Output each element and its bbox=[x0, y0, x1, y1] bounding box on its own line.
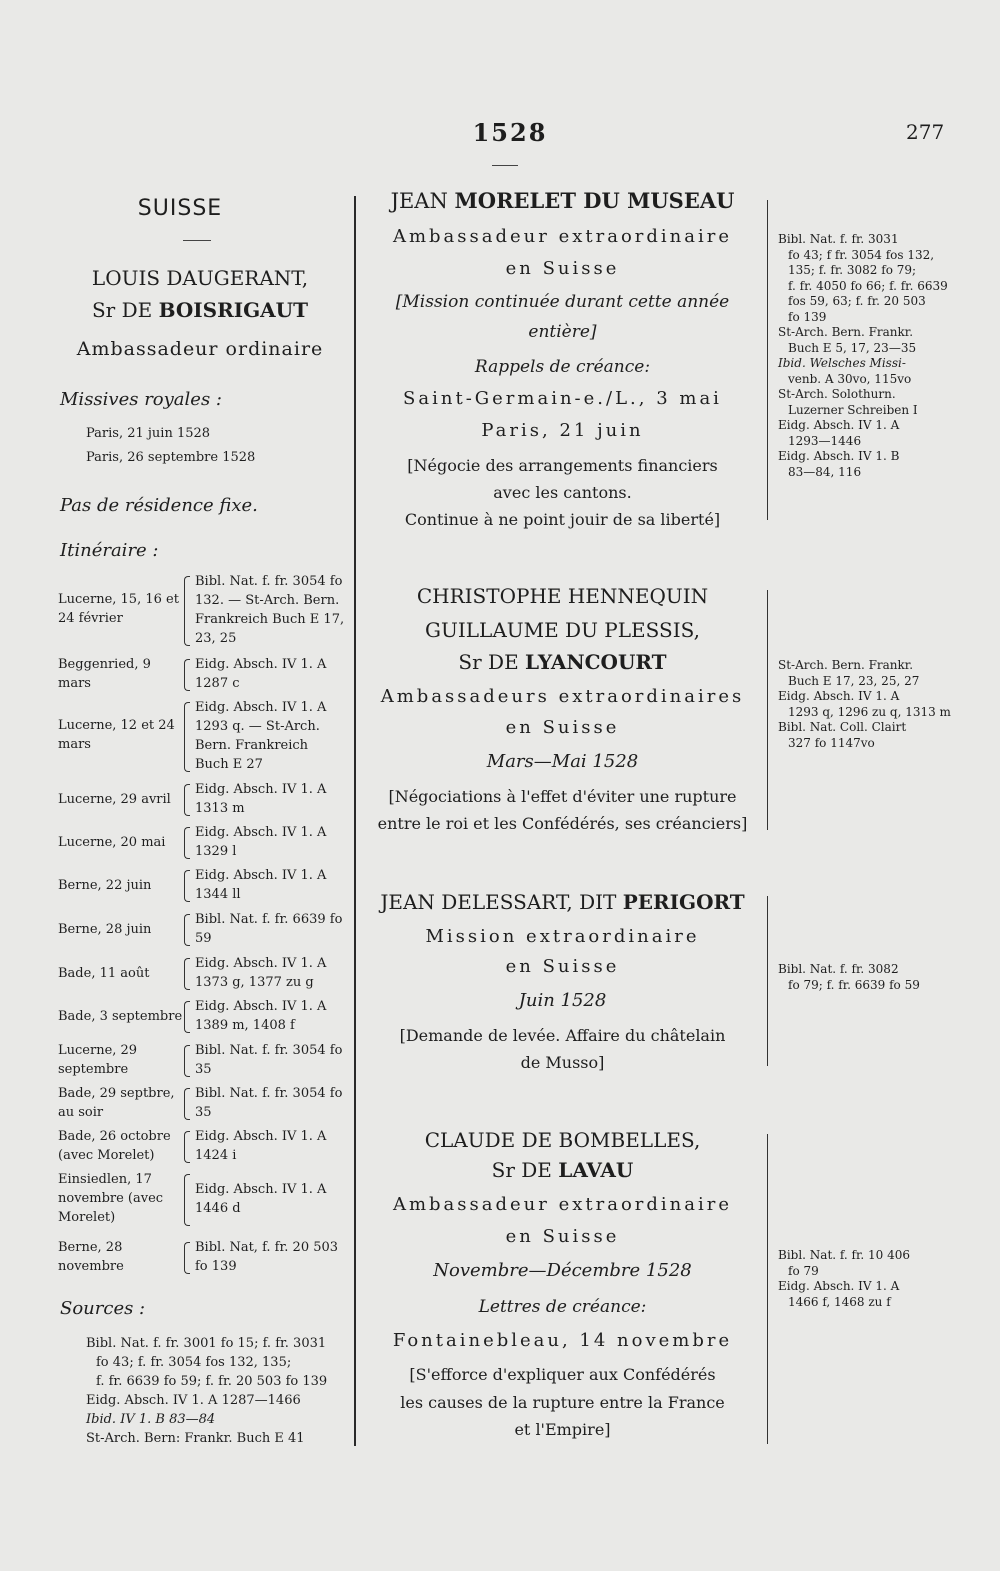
itinerary-row bbox=[58, 954, 348, 992]
entry-lavau-refs bbox=[778, 1248, 954, 1310]
ref-line: 1466 f, 1468 zu f bbox=[788, 1294, 891, 1309]
ref-line: Bibl. Nat. f. fr. 3082 bbox=[778, 962, 899, 976]
year-heading: 1528 bbox=[472, 118, 548, 147]
itinerary-ref: Eidg. Absch. IV 1. A 1313 m bbox=[195, 782, 327, 816]
entry-lavau-dates: Novembre—Décembre 1528 bbox=[433, 1260, 692, 1281]
entry-lavau-name-2 bbox=[360, 1158, 765, 1182]
ref-line: Eidg. Absch. IV 1. A bbox=[778, 689, 900, 703]
name-bold: MORELET DU MUSEAU bbox=[454, 188, 735, 213]
entry-hennequin-note-2: entre le roi et les Confédérés, ses créanciers] bbox=[377, 814, 748, 833]
ambassador-name-line2 bbox=[60, 298, 340, 322]
ref-line: 1293 q, 1296 zu q, 1313 m bbox=[788, 704, 951, 719]
year-rule bbox=[492, 165, 518, 166]
sources-line: f. fr. 6639 fo 59; f. fr. 20 503 fo 139 bbox=[96, 1374, 328, 1389]
missive-2: Paris, 26 septembre 1528 bbox=[86, 450, 256, 465]
itinerary-heading: Itinéraire : bbox=[60, 540, 159, 561]
ref-line: 83—84, 116 bbox=[788, 464, 862, 479]
entry-morelet-refs bbox=[778, 232, 954, 480]
itinerary-row bbox=[58, 780, 348, 818]
name-prefix: Sr DE bbox=[458, 650, 519, 674]
ref-line: fo 139 bbox=[788, 309, 827, 324]
entry-morelet-bracket bbox=[767, 200, 768, 520]
ref-line: Eidg. Absch. IV 1. A bbox=[778, 418, 900, 432]
itinerary-ref: Eidg. Absch. IV 1. A 1424 i bbox=[195, 1129, 327, 1163]
ref-line: Bibl. Nat. f. fr. 10 406 bbox=[778, 1248, 911, 1262]
entry-morelet-note-1: [Négocie des arrangements financiers bbox=[407, 456, 718, 475]
ref-line: 1293—1446 bbox=[788, 433, 862, 448]
sources-line: fo 43; f. fr. 3054 fos 132, 135; bbox=[96, 1355, 292, 1370]
entry-hennequin-name-2: GUILLAUME DU PLESSIS, bbox=[425, 618, 700, 642]
missive-1: Paris, 21 juin 1528 bbox=[86, 426, 211, 441]
entry-hennequin-dates: Mars—Mai 1528 bbox=[486, 751, 639, 772]
itinerary-row bbox=[58, 823, 348, 861]
ref-line: 135; f. fr. 3082 fo 79; bbox=[788, 263, 917, 277]
itinerary-row bbox=[58, 910, 348, 948]
itinerary-place: Lucerne, 12 et 24 mars bbox=[58, 718, 175, 752]
entry-lavau-name-1: CLAUDE DE BOMBELLES, bbox=[424, 1128, 701, 1152]
ambassador-role: Ambassadeur ordinaire bbox=[76, 338, 324, 360]
ref-line: Luzerner Schreiben I bbox=[788, 402, 918, 417]
entry-lavau-note-1: [S'efforce d'expliquer aux Confédérés bbox=[409, 1365, 716, 1384]
entry-morelet-note-2: avec les cantons. bbox=[493, 483, 632, 502]
entry-perigort-dates: Juin 1528 bbox=[518, 990, 607, 1011]
entry-lavau-note-3: et l'Empire] bbox=[514, 1420, 611, 1439]
itinerary-row bbox=[58, 655, 348, 693]
itinerary-place: Bade, 29 septbre, au soir bbox=[58, 1086, 175, 1120]
title-prefix: Sr DE bbox=[91, 298, 153, 322]
itinerary-place: Lucerne, 29 avril bbox=[58, 792, 171, 807]
ref-line: fos 59, 63; f. fr. 20 503 bbox=[788, 294, 926, 308]
ref-line: Bibl. Nat. f. fr. 3031 bbox=[778, 232, 899, 246]
entry-morelet-mission-2: entière] bbox=[528, 322, 597, 342]
ref-line: St-Arch. Solothurn. bbox=[778, 387, 896, 401]
entry-morelet-role: Ambassadeur extraordinaire bbox=[392, 226, 733, 247]
entry-morelet-mission: [Mission continuée durant cette année bbox=[395, 292, 730, 312]
page-number: 277 bbox=[906, 120, 945, 144]
ref-line: Bibl. Nat. Coll. Clairt bbox=[778, 720, 907, 734]
itinerary-place: Berne, 28 novembre bbox=[58, 1240, 124, 1274]
entry-morelet-date-2: Paris, 21 juin bbox=[481, 420, 644, 441]
itinerary-ref: Eidg. Absch. IV 1. A 1344 ll bbox=[195, 868, 327, 902]
sources-heading: Sources : bbox=[60, 1298, 146, 1319]
itinerary-place: Bade, 11 août bbox=[58, 966, 150, 981]
itinerary-ref: Eidg. Absch. IV 1. A 1287 c bbox=[195, 657, 327, 691]
itinerary-brace bbox=[184, 784, 190, 816]
itinerary-ref: Eidg. Absch. IV 1. A 1293 q. — St-Arch. Bern. Frankreich Buch E 27 bbox=[195, 700, 327, 772]
entry-hennequin-refs bbox=[778, 658, 954, 751]
entry-hennequin-name-3 bbox=[360, 650, 765, 674]
itinerary-brace bbox=[184, 1131, 190, 1163]
itinerary-ref: Bibl. Nat. f. fr. 3054 fo 132. — St-Arch. Bern. Frankreich Buch E 17, 23, 25 bbox=[195, 574, 345, 646]
name-bold: PERIGORT bbox=[622, 890, 745, 914]
entry-lavau-lettres: Lettres de créance: bbox=[478, 1297, 647, 1317]
itinerary-place: Bade, 26 octobre (avec Morelet) bbox=[58, 1129, 171, 1163]
entry-morelet-note-3: Continue à ne point jouir de sa liberté] bbox=[404, 510, 721, 529]
country-rule bbox=[183, 240, 211, 241]
ref-line: fo 79 bbox=[788, 1263, 819, 1278]
entry-hennequin-name-1: CHRISTOPHE HENNEQUIN bbox=[416, 584, 709, 608]
itinerary-row bbox=[58, 866, 348, 904]
sources-line: St-Arch. Bern: Frankr. Buch E 41 bbox=[86, 1431, 305, 1446]
ref-line: fo 79; f. fr. 6639 fo 59 bbox=[788, 977, 920, 992]
ref-line: St-Arch. Bern. Frankr. bbox=[778, 658, 914, 672]
itinerary-place: Einsiedlen, 17 novembre (avec Morelet) bbox=[58, 1172, 164, 1225]
itinerary-brace bbox=[184, 659, 190, 691]
entry-perigort-bracket bbox=[767, 896, 768, 1066]
itinerary-brace bbox=[184, 870, 190, 902]
itinerary-brace bbox=[184, 958, 190, 990]
itinerary-brace bbox=[184, 1088, 190, 1120]
entry-morelet-rappels: Rappels de créance: bbox=[474, 357, 651, 377]
ref-line: Ibid. Welsches Missi- bbox=[778, 356, 906, 370]
entry-lavau-date-2: Fontainebleau, 14 novembre bbox=[392, 1330, 733, 1351]
itinerary-row bbox=[58, 1041, 348, 1079]
itinerary-brace bbox=[184, 1045, 190, 1077]
itinerary-ref: Bibl. Nat. f. fr. 6639 fo 59 bbox=[195, 912, 343, 946]
name-prefix: JEAN bbox=[390, 189, 448, 213]
ref-line: St-Arch. Bern. Frankr. bbox=[778, 325, 914, 339]
name-bold: LYANCOURT bbox=[525, 650, 667, 674]
itinerary-row bbox=[58, 1238, 348, 1276]
itinerary-brace bbox=[184, 914, 190, 946]
entry-perigort-place: en Suisse bbox=[505, 956, 620, 977]
itinerary-ref: Bibl. Nat. f. fr. 3054 fo 35 bbox=[195, 1086, 343, 1120]
ref-line: f. fr. 4050 fo 66; f. fr. 6639 bbox=[788, 278, 948, 293]
itinerary-place: Lucerne, 20 mai bbox=[58, 835, 166, 850]
ref-line: venb. A 30vo, 115vo bbox=[788, 371, 912, 386]
itinerary-brace bbox=[184, 1242, 190, 1274]
column-divider bbox=[354, 196, 356, 1446]
entry-lavau-note-2: les causes de la rupture entre la France bbox=[400, 1393, 725, 1412]
itinerary-row bbox=[58, 572, 348, 647]
ref-line: 327 fo 1147vo bbox=[788, 735, 875, 750]
itinerary-row bbox=[58, 1170, 348, 1228]
itinerary-brace bbox=[184, 702, 190, 772]
entry-morelet-name bbox=[360, 188, 765, 213]
entry-morelet-date-1: Saint-Germain-e./L., 3 mai bbox=[403, 388, 722, 409]
ref-line: fo 43; f fr. 3054 fos 132, bbox=[788, 247, 935, 262]
itinerary-brace bbox=[184, 576, 190, 646]
entry-perigort-refs bbox=[778, 962, 954, 993]
ref-line: Buch E 5, 17, 23—35 bbox=[788, 340, 917, 355]
name-bold: LAVAU bbox=[558, 1158, 634, 1182]
itinerary-ref: Bibl. Nat, f. fr. 20 503 fo 139 bbox=[195, 1240, 339, 1274]
missives-heading: Missives royales : bbox=[60, 389, 222, 410]
entry-perigort-note-2: de Musso] bbox=[520, 1053, 605, 1072]
name-prefix: Sr DE bbox=[491, 1158, 552, 1182]
entry-lavau-bracket bbox=[767, 1134, 768, 1444]
itinerary-brace bbox=[184, 827, 190, 859]
itinerary-ref: Eidg. Absch. IV 1. A 1389 m, 1408 f bbox=[195, 999, 327, 1033]
itinerary-brace bbox=[184, 1001, 190, 1033]
itinerary-row bbox=[58, 1084, 348, 1122]
itinerary-place: Berne, 28 juin bbox=[58, 922, 152, 937]
itinerary-row bbox=[58, 1127, 348, 1165]
name-prefix: JEAN DELESSART, DIT bbox=[380, 890, 617, 914]
itinerary-place: Berne, 22 juin bbox=[58, 878, 152, 893]
entry-perigort-note-1: [Demande de levée. Affaire du châtelain bbox=[399, 1026, 726, 1045]
itinerary-place: Lucerne, 29 septembre bbox=[58, 1043, 138, 1077]
country-heading: SUISSE bbox=[137, 196, 223, 221]
itinerary-ref: Eidg. Absch. IV 1. A 1329 l bbox=[195, 825, 327, 859]
entry-hennequin-note-1: [Négociations à l'effet d'éviter une rupture bbox=[388, 787, 737, 806]
itinerary-brace bbox=[184, 1174, 190, 1226]
entry-perigort-name bbox=[360, 890, 765, 914]
entry-lavau-role: Ambassadeur extraordinaire bbox=[392, 1194, 733, 1215]
itinerary-ref: Bibl. Nat. f. fr. 3054 fo 35 bbox=[195, 1043, 343, 1077]
sources-line: Ibid. IV 1. B 83—84 bbox=[86, 1412, 216, 1427]
entry-hennequin-place: en Suisse bbox=[505, 717, 620, 738]
itinerary-ref: Eidg. Absch. IV 1. A 1446 d bbox=[195, 1182, 327, 1216]
sources-line: Eidg. Absch. IV 1. A 1287—1466 bbox=[86, 1393, 301, 1408]
entry-hennequin-role: Ambassadeurs extraordinaires bbox=[380, 686, 745, 707]
ref-line: Eidg. Absch. IV 1. A bbox=[778, 1279, 900, 1293]
ref-line: Eidg. Absch. IV 1. B bbox=[778, 449, 900, 463]
ref-line: Buch E 17, 23, 25, 27 bbox=[788, 673, 920, 688]
entry-lavau-place: en Suisse bbox=[505, 1226, 620, 1247]
entry-morelet-place: en Suisse bbox=[505, 258, 620, 279]
itinerary-ref: Eidg. Absch. IV 1. A 1373 g, 1377 zu g bbox=[195, 956, 327, 990]
ambassador-surname: BOISRIGAUT bbox=[158, 298, 309, 322]
sources-line: Bibl. Nat. f. fr. 3001 fo 15; f. fr. 3031 bbox=[86, 1336, 327, 1351]
itinerary-row bbox=[58, 997, 348, 1035]
itinerary-row bbox=[58, 698, 348, 773]
itinerary-place: Beggenried, 9 mars bbox=[58, 657, 151, 691]
entry-perigort-role: Mission extraordinaire bbox=[425, 926, 700, 947]
entry-hennequin-bracket bbox=[767, 590, 768, 830]
itinerary-place: Lucerne, 15, 16 et 24 février bbox=[58, 592, 179, 626]
ambassador-name-line1: LOUIS DAUGERANT, bbox=[91, 266, 309, 290]
itinerary-place: Bade, 3 septembre bbox=[58, 1009, 183, 1024]
residence-note: Pas de résidence fixe. bbox=[60, 495, 258, 516]
